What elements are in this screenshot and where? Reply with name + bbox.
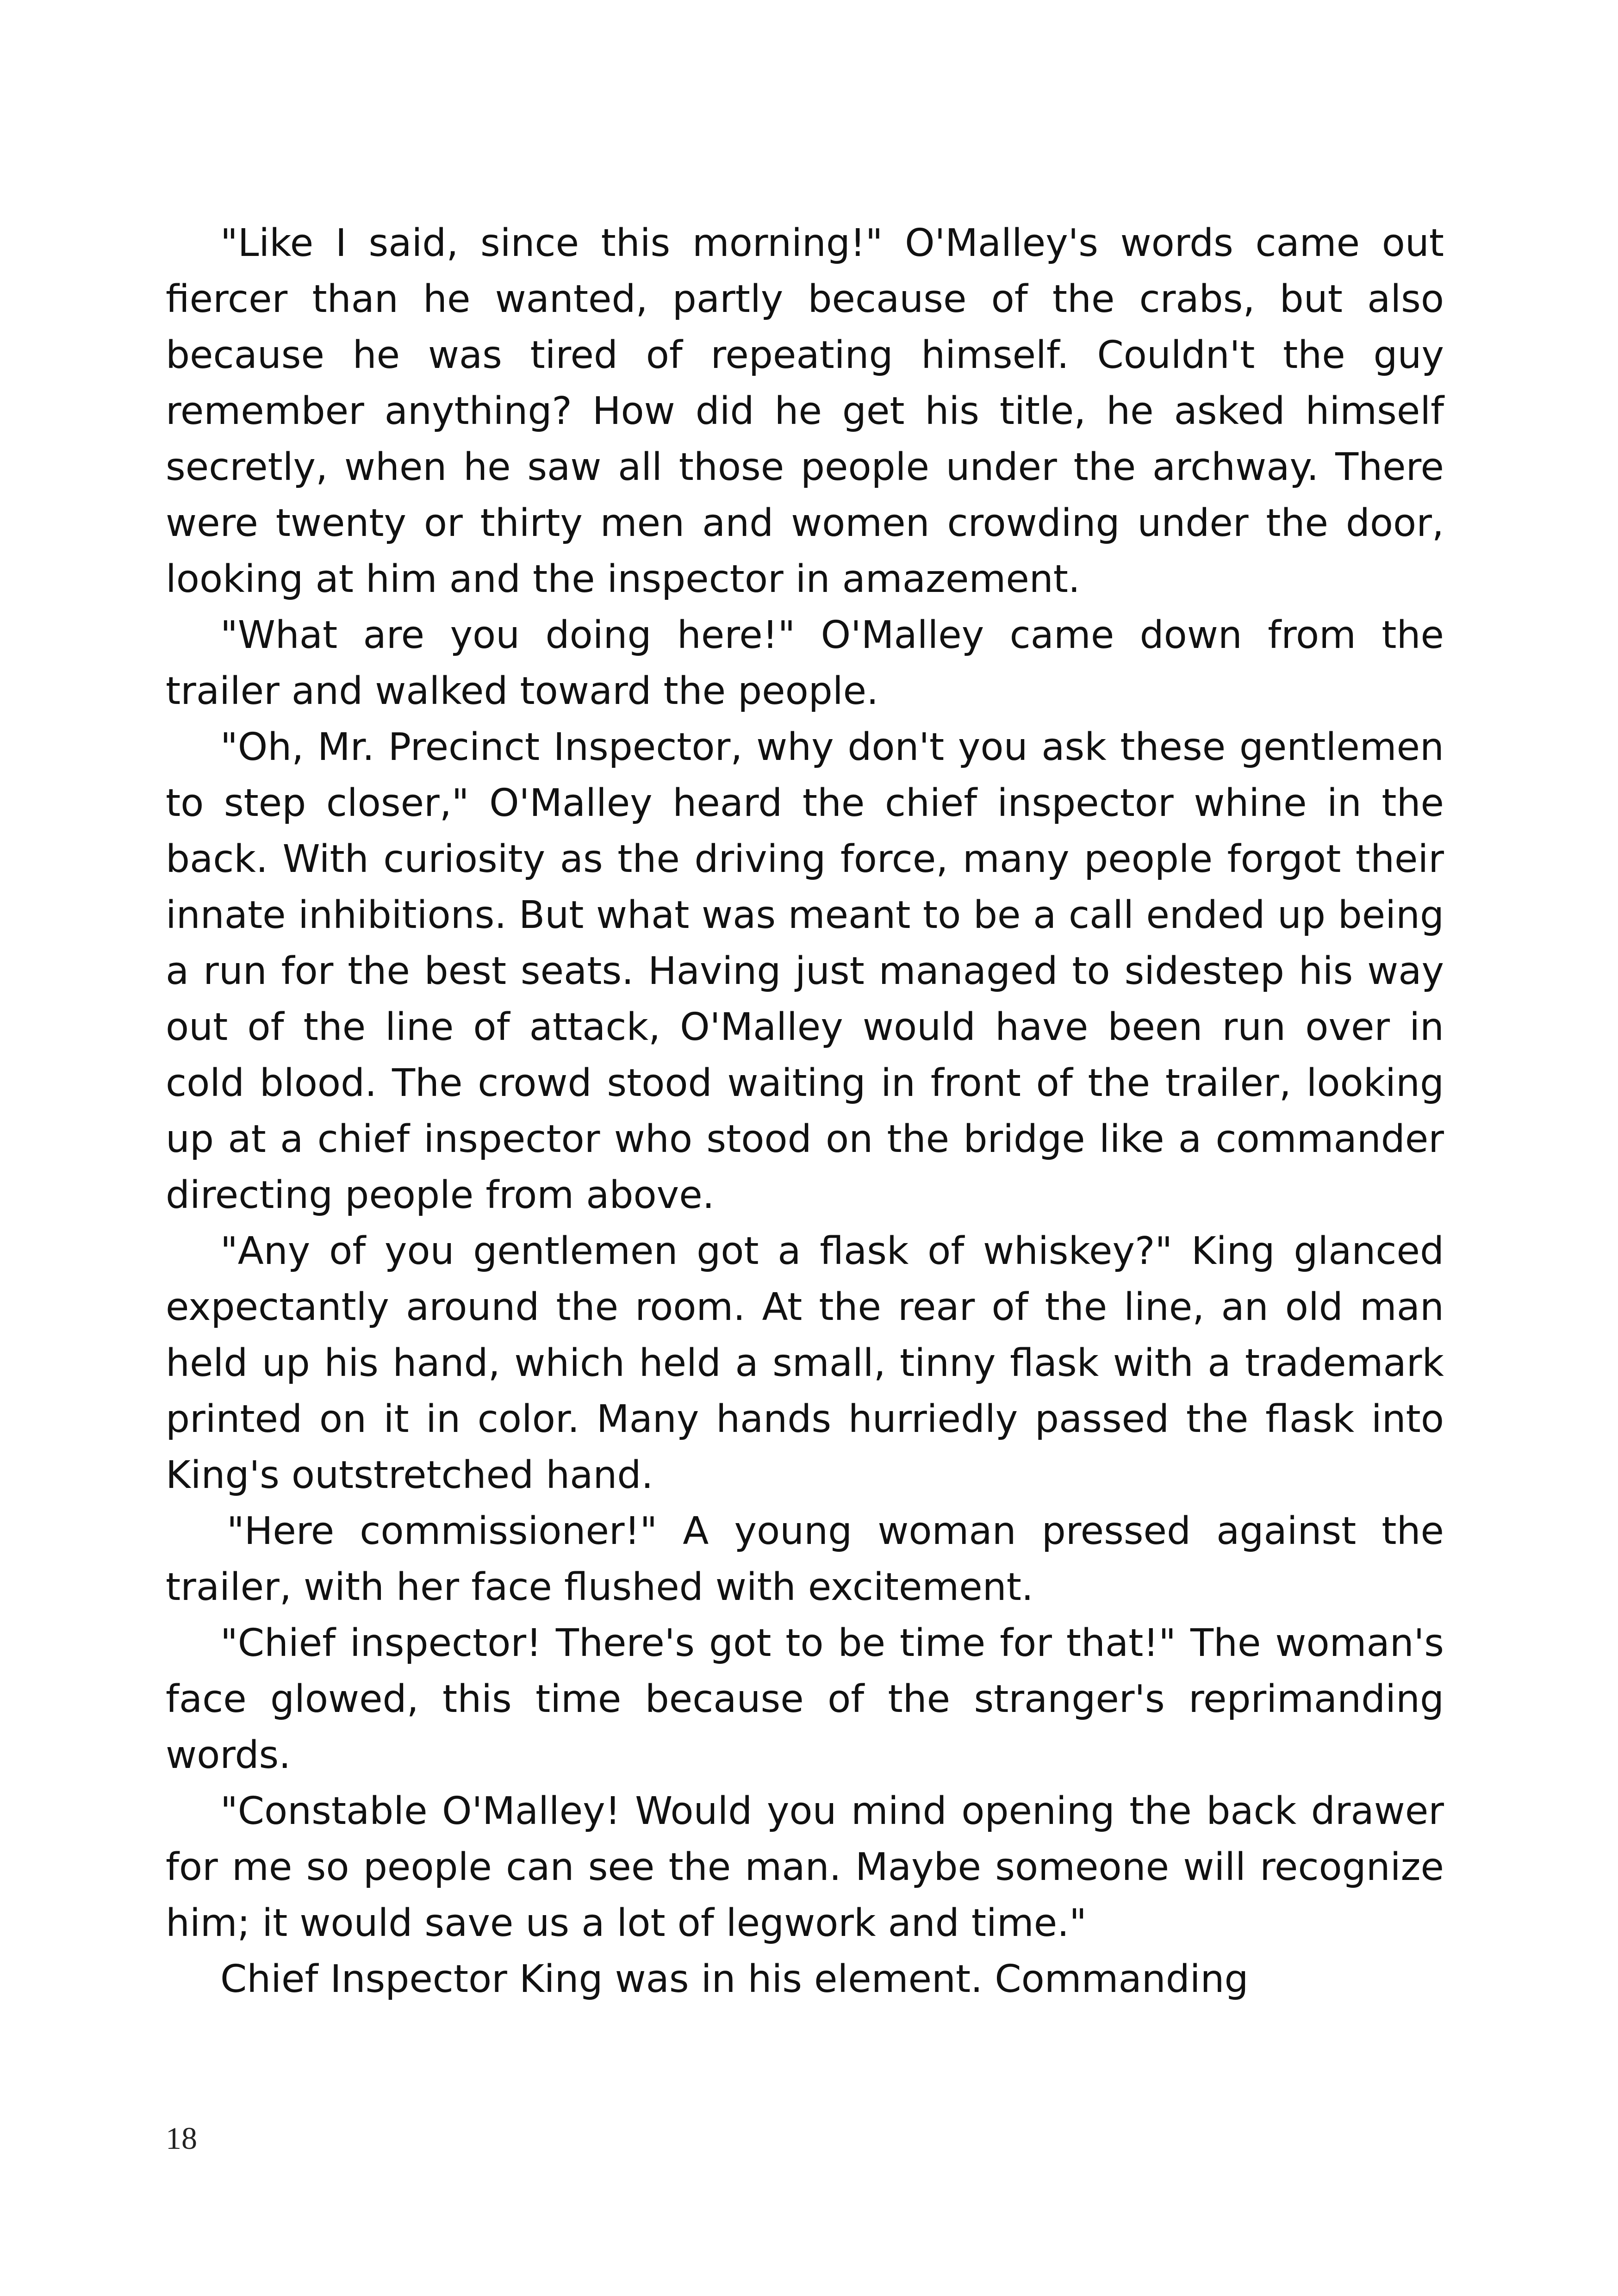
paragraph-3: "Oh, Mr. Precinct Inspector, why don't you ask these gentlemen to step closer," O'Malley heard the chief inspector whine in the back. With curiosity as the driving force, many people forgot their innate inhibitions. But what was meant to be a call ended up being a run for the best seats. Having just managed to sidestep his way out of the line of attack, O'Malley would have been run over in cold blood. The crowd stood waiting in front of the trailer, looking up at a chief inspector who stood on the bridge like a commander directing people from above. — [166, 725, 1444, 1217]
paragraph-4: "Any of you gentlemen got a flask of whiskey?" King glanced expectantly around the room. At the rear of the line, an old man held up his hand, which held a small, tinny flask with a trademark printed on it in color. Many hands hurriedly passed the flask into King's outstretched hand. — [166, 1229, 1444, 1497]
body-text — [166, 215, 1444, 2007]
paragraph-7: "Constable O'Malley! Would you mind opening the back drawer for me so people can see the man. Maybe someone will recognize him; it would save us a lot of legwork and time." — [166, 1789, 1444, 1945]
paragraph-2: "What are you doing here!" O'Malley came down from the trailer and walked toward the people. — [166, 613, 1444, 713]
paragraph-8: Chief Inspector King was in his element. Commanding — [220, 1957, 1249, 2001]
paragraph-5: "Here commissioner!" A young woman pressed against the trailer, with her face flushed with excitement. — [166, 1509, 1444, 1609]
paragraph-1: "Like I said, since this morning!" O'Malley's words came out fiercer than he wanted, partly because of the crabs, but also because he was tired of repeating himself. Couldn't the guy remember anything? How did he get his title, he asked himself secretly, when he saw all those people under the archway. There were twenty or thirty men and women crowding under the door, looking at him and the inspector in amazement. — [166, 221, 1444, 601]
paragraph-6: "Chief inspector! There's got to be time for that!" The woman's face glowed, this time because of the stranger's reprimanding words. — [166, 1621, 1444, 1777]
page-number: 18 — [166, 2121, 197, 2156]
